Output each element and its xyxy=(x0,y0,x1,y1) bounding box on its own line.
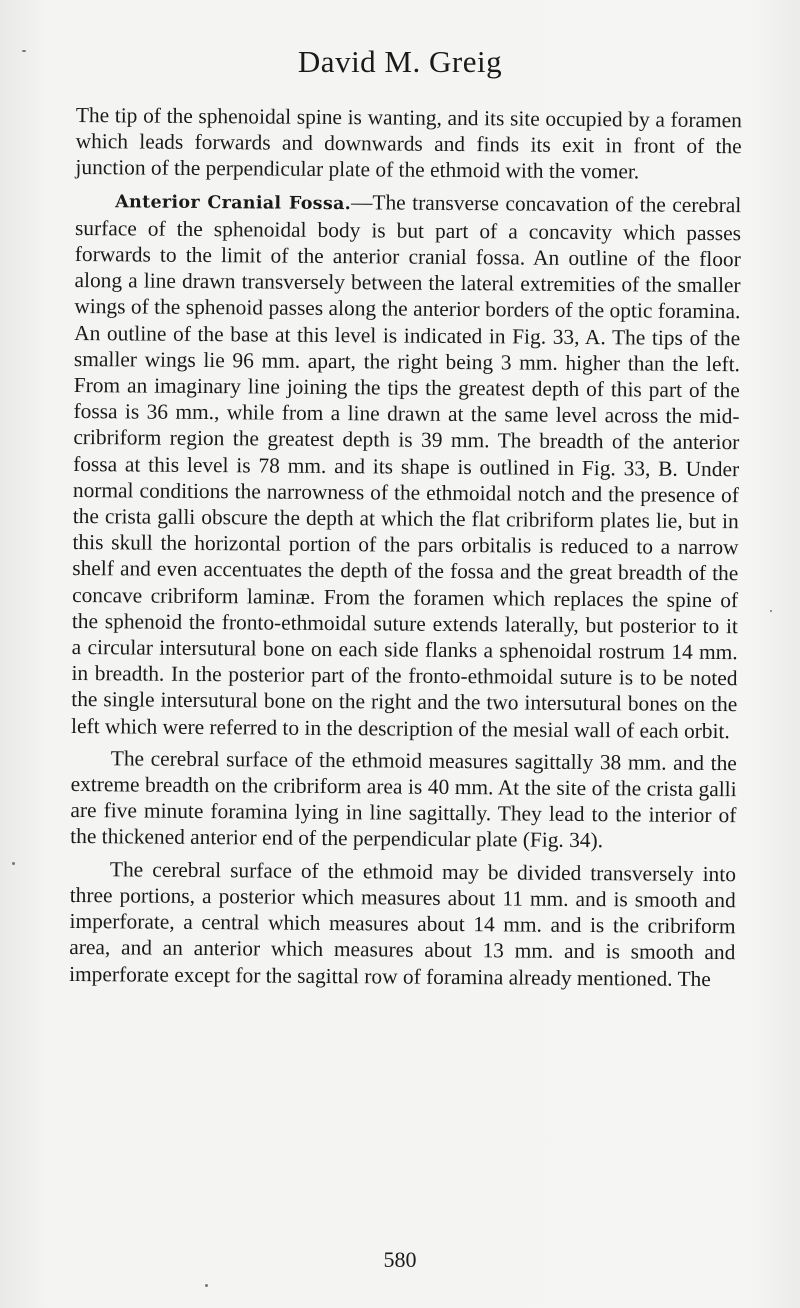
paper-speck xyxy=(12,862,15,865)
paragraph-3-text: The cerebral surface of the ethmoid measures sagittally 38 mm. and the extreme breadth on the cribriform area is 40 mm. At the site of the crista galli are five minute foramina lying in line sagittally. They lead to the interior of the thickened anterior end of the perpendicular plate (Fig. 34). xyxy=(70,746,737,853)
page-number: 580 xyxy=(383,1247,417,1272)
paragraph-1-text: The tip of the sphenoidal spine is wanting, and its site occupied by a foramen which leads forwards and downwards and finds its exit in front of the junction of the perpendicular plate of the ethmoid with the vomer. xyxy=(75,102,742,184)
section-heading: Anterior Cranial Fossa. xyxy=(115,191,352,214)
paragraph-2 xyxy=(71,187,741,744)
paragraph-4-text: The cerebral surface of the ethmoid may be divided transversely into three portions, a posterior which measures about 11 mm. and is smooth and imperforate, a central which measures about 14 mm. and is the cribriform area, and an anterior which measures about 13 mm. and is smooth and imperforate except for the sagittal row of foramina already mentioned. The xyxy=(69,856,737,991)
paragraph-4 xyxy=(69,856,736,992)
paper-speck xyxy=(205,1284,208,1287)
paragraph-2-text: —The transverse concavation of the cerebral surface of the sphenoidal body is but part of a concavity which passes forwards to the limit of the anterior cranial fossa. An outline of the floor along a line drawn transversely between the lateral extremities of the smaller wings of the sphenoid passes along the anterior borders of the optic foramina. An outline of the base at this level is indicated in Fig. 33, A. The tips of the smaller wings lie 96 mm. apart, the right being 3 mm. higher than the left. From an imaginary line joining the tips the greatest depth of this part of the fossa is 36 mm., while from a line drawn at the same level across the mid-cribriform region the greatest depth is 39 mm. The breadth of the anterior fossa at this level is 78 mm. and its shape is outlined in Fig. 33, B. Under normal conditions the narrowness of the ethmoidal notch and the presence of the crista galli obscure the depth at which the flat cribriform plates lie, but in this skull the horizontal portion of the pars orbitalis is reduced to a narrow shelf and even accentuates the depth of the fossa and the great breadth of the concave cribriform laminæ. From the foramen which replaces the spine of the sphenoid the fronto-ethmoidal suture extends laterally, but posterior to it a circular intersutural bone on each side flanks a sphenoidal rostrum 14 mm. in breadth. In the posterior part of the fronto-ethmoidal suture is to be noted the single intersutural bone on the right and the two intersutural bones on the left which were referred to in the description of the mesial wall of each orbit. xyxy=(71,189,742,743)
body-text xyxy=(69,102,742,998)
running-header: David M. Greig xyxy=(297,44,503,79)
paper-speck xyxy=(22,50,26,52)
paper-speck xyxy=(770,610,772,612)
paragraph-3 xyxy=(70,745,737,855)
paragraph-1 xyxy=(75,102,742,186)
